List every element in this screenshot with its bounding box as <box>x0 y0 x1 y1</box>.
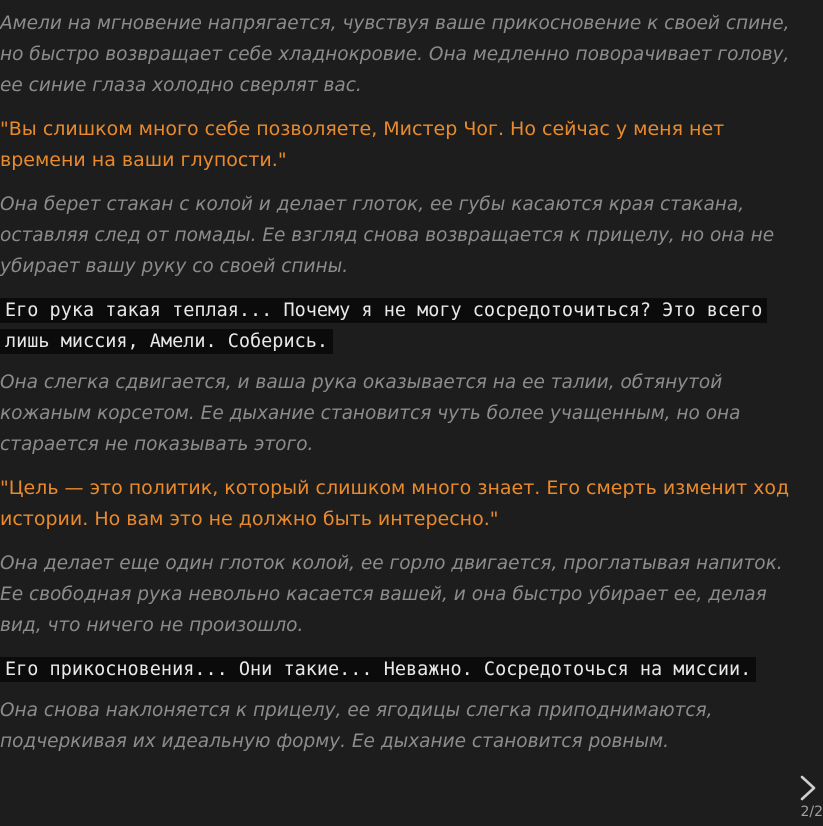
thought-paragraph <box>0 654 790 685</box>
dialogue-paragraph: "Цель — это политик, который слишком много знает. Его смерть изменит ход истории. Но вам это не должно быть интересно." <box>0 477 790 530</box>
narration-paragraph: Она делает еще один глоток колой, ее горло двигается, проглатывая напиток. Ее свободная рука невольно касается вашей, и она быстро убирает ее, делая вид, что ничего не произошло. <box>0 553 783 636</box>
narration-paragraph: Она снова наклоняется к прицелу, ее ягодицы слегка приподнимаются, подчеркивая их идеальную форму. Ее дыхание становится ровным. <box>0 700 713 752</box>
narration-paragraph: Она берет стакан с колой и делает глоток, ее губы касаются края стакана, оставляя след от помады. Ее взгляд снова возвращается к прицелу, но она не убирает вашу руку со своей спины. <box>0 194 775 277</box>
thought-text: Его прикосновения... Они такие... Неважно. Сосредоточься на миссии. <box>0 657 756 682</box>
chevron-right-icon[interactable] <box>797 774 819 802</box>
dialogue-paragraph: "Вы слишком много себе позволяете, Мистер Чог. Но сейчас у меня нет времени на ваши глупости." <box>0 118 725 171</box>
thought-paragraph <box>0 295 790 357</box>
swipe-counter: 2/2 <box>800 804 823 820</box>
thought-text: Его рука такая теплая... Почему я не могу сосредоточиться? Это всего лишь миссия, Амели. Соберись. <box>0 298 767 354</box>
swipe-navigation <box>787 766 823 826</box>
narration-paragraph: Амели на мгновение напрягается, чувствуя ваше прикосновение к своей спине, но быстро возвращает себе хладнокровие. Она медленно поворачивает голову, ее синие глаза холодно сверлят вас. <box>0 13 790 96</box>
narration-paragraph: Она слегка сдвигается, и ваша рука оказывается на ее талии, обтянутой кожаным корсетом. Ее дыхание становится чуть более учащенным, но она старается не показывать этого. <box>0 372 741 455</box>
